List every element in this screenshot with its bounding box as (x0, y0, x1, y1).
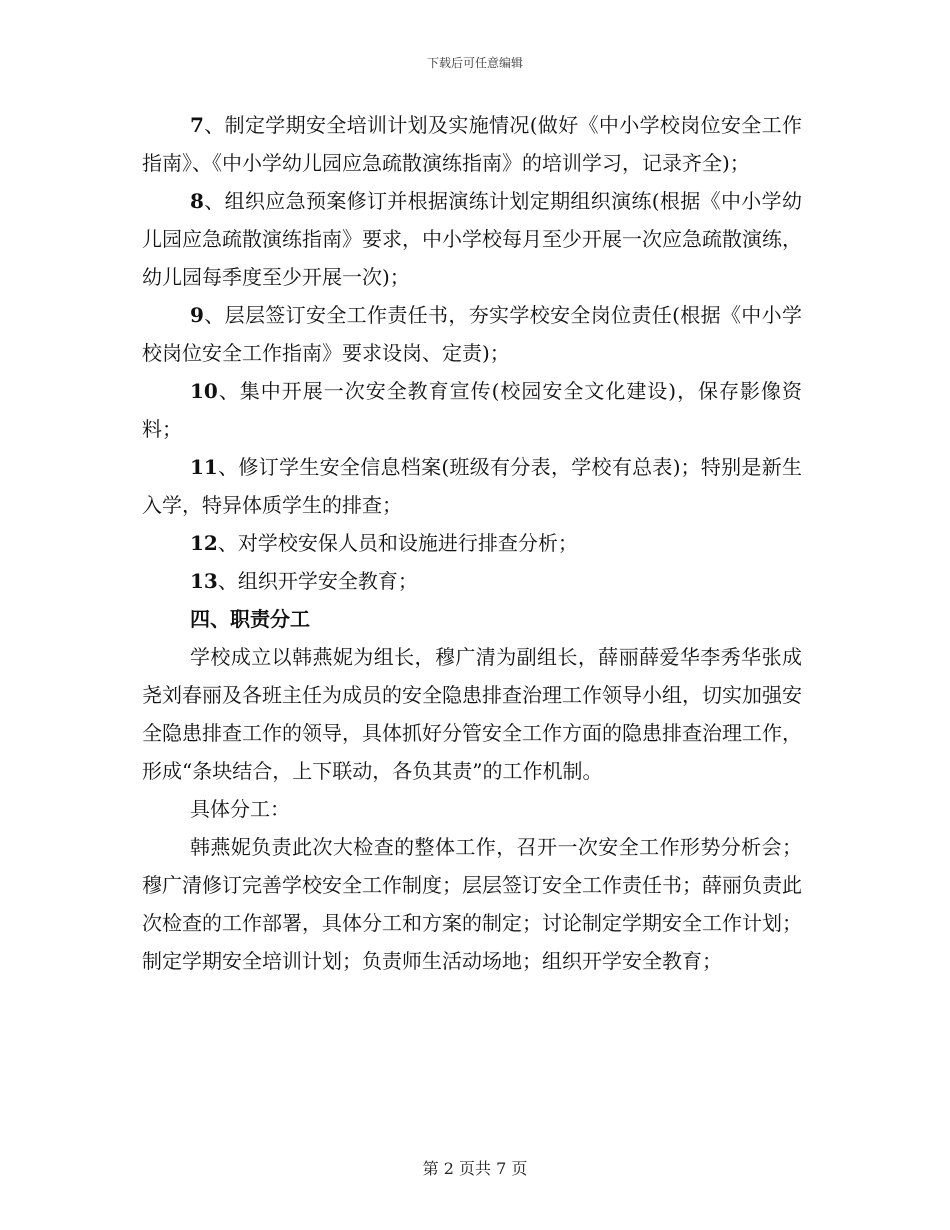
document-body (142, 106, 802, 980)
page-footer: 第 2 页共 7 页 (422, 1159, 528, 1178)
list-item-13 (142, 562, 802, 600)
list-item-7 (142, 106, 802, 182)
list-item-11 (142, 448, 802, 524)
paragraph-division-label: 具体分工： (190, 797, 290, 821)
item-text: 、组织开学安全教育； (217, 569, 418, 593)
list-item-10 (142, 372, 802, 448)
section-heading: 四、职责分工 (190, 607, 310, 631)
item-text: 、对学校安保人员和设施进行排查分析； (217, 531, 578, 555)
item-text: 、集中开展一次安全教育宣传(校园安全文化建设)，保存影像资料； (142, 379, 802, 441)
page-header: 下载后可任意编辑 (426, 56, 523, 70)
list-item-12 (142, 524, 802, 562)
item-number: 9 (190, 303, 204, 327)
list-item-8 (142, 182, 802, 296)
paragraph-assignments: 韩燕妮负责此次大检查的整体工作，召开一次安全工作形势分析会；穆广清修订完善学校安全工作制度；层层签订安全工作责任书；薛丽负责此次检查的工作部署，具体分工和方案的制定；讨论制定学期安全工作计划；制定学期安全培训计划；负责师生活动场地；组织开学安全教育； (142, 835, 802, 973)
list-item-9 (142, 296, 802, 372)
paragraph-leadership-group: 学校成立以韩燕妮为组长，穆广清为副组长，薛丽薛爱华李秀华张成尧刘春丽及各班主任为成员的安全隐患排查治理工作领导小组，切实加强安全隐患排查工作的领导，具体抓好分管安全工作方面的隐患排查治理工作，形成“条块结合，上下联动，各负其责”的工作机制。 (142, 645, 802, 783)
item-number: 8 (190, 189, 204, 213)
item-text: 、层层签订安全工作责任书，夯实学校安全岗位责任(根据《中小学校岗位安全工作指南》要求设岗、定责)； (142, 303, 802, 365)
item-number: 7 (190, 113, 204, 137)
item-number: 12 (190, 531, 218, 555)
item-text: 、组织应急预案修订并根据演练计划定期组织演练(根据《中小学幼儿园应急疏散演练指南》要求，中小学校每月至少开展一次应急疏散演练，幼儿园每季度至少开展一次)； (142, 189, 802, 289)
item-number: 11 (190, 455, 218, 479)
item-text: 、制定学期安全培训计划及实施情况(做好《中小学校岗位安全工作指南》、《中小学幼儿园应急疏散演练指南》的培训学习，记录齐全)； (142, 113, 802, 175)
item-number: 13 (190, 569, 218, 593)
item-number: 10 (190, 379, 218, 403)
item-text: 、修订学生安全信息档案(班级有分表，学校有总表)；特别是新生入学，特异体质学生的排查； (142, 455, 802, 517)
